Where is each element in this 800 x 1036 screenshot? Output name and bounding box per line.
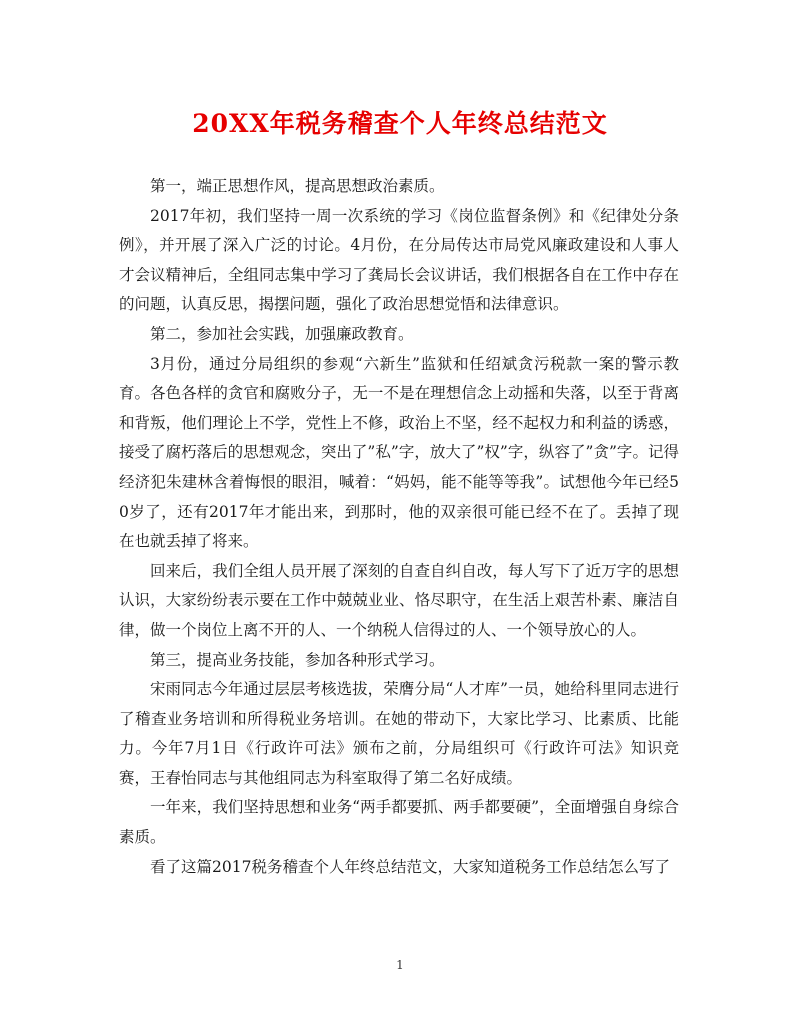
paragraph-9: 看了这篇2017税务稽查个人年终总结范文，大家知道税务工作总结怎么写了	[150, 857, 670, 876]
paragraph-3: 第二，参加社会实践，加强廉政教育。	[150, 324, 414, 343]
document-body	[119, 172, 679, 882]
paragraph-2: 2017年初，我们坚持一周一次系统的学习《岗位监督条例》和《纪律处分条例》，并开展了深入广泛的讨论。4月份，在分局传达市局党风廉政建设和人事人才会议精神后，全组同志集中学习了龚局长会议讲话，我们根据各自在工作中存在的问题，认真反思，揭摆问题，强化了政治思想觉悟和法律意识。	[119, 206, 679, 314]
paragraph-6: 第三，提高业务技能，参加各种形式学习。	[150, 650, 445, 669]
paragraph-5: 回来后，我们全组人员开展了深刻的自查自纠自改，每人写下了近万字的思想认识，大家纷纷表示要在工作中兢兢业业、恪尽职守，在生活上艰苦朴素、廉洁自律，做一个岗位上离不开的人、一个纳税人信得过的人、一个领导放心的人。	[119, 561, 679, 639]
document-title: 20XX年税务稽查个人年终总结范文	[192, 109, 608, 138]
paragraph-7: 宋雨同志今年通过层层考核选拔，荣膺分局“人才库”一员，她给科里同志进行了稽查业务培训和所得税业务培训。在她的带动下，大家比学习、比素质、比能力。今年7月1日《行政许可法》颁布之前，分局组织可《行政许可法》知识竞赛，王春怡同志与其他组同志为科室取得了第二名好成绩。	[119, 680, 679, 787]
page-number: 1	[396, 958, 404, 972]
paragraph-1: 第一，端正思想作风，提高思想政治素质。	[150, 177, 445, 195]
paragraph-8: 一年来，我们坚持思想和业务“两手都要抓、两手都要硬”，全面增强自身综合素质。	[119, 798, 679, 847]
paragraph-4: 3月份，通过分局组织的参观“六新生”监狱和任绍斌贪污税款一案的警示教育。各色各样的贪官和腐败分子，无一不是在理想信念上动摇和失落，以至于背离和背叛，他们理论上不学，党性上不修，政治上不坚，经不起权力和利益的诱惑，接受了腐朽落后的思想观念，突出了”私”字，放大了”权”字，纵容了”贪”字。记得经济犯朱建林含着悔恨的眼泪，喊着：“妈妈，能不能等等我”。试想他今年已经50岁了，还有2017年才能出来，到那时，他的双亲很可能已经不在了。丢掉了现在也就丢掉了将来。	[119, 354, 680, 551]
